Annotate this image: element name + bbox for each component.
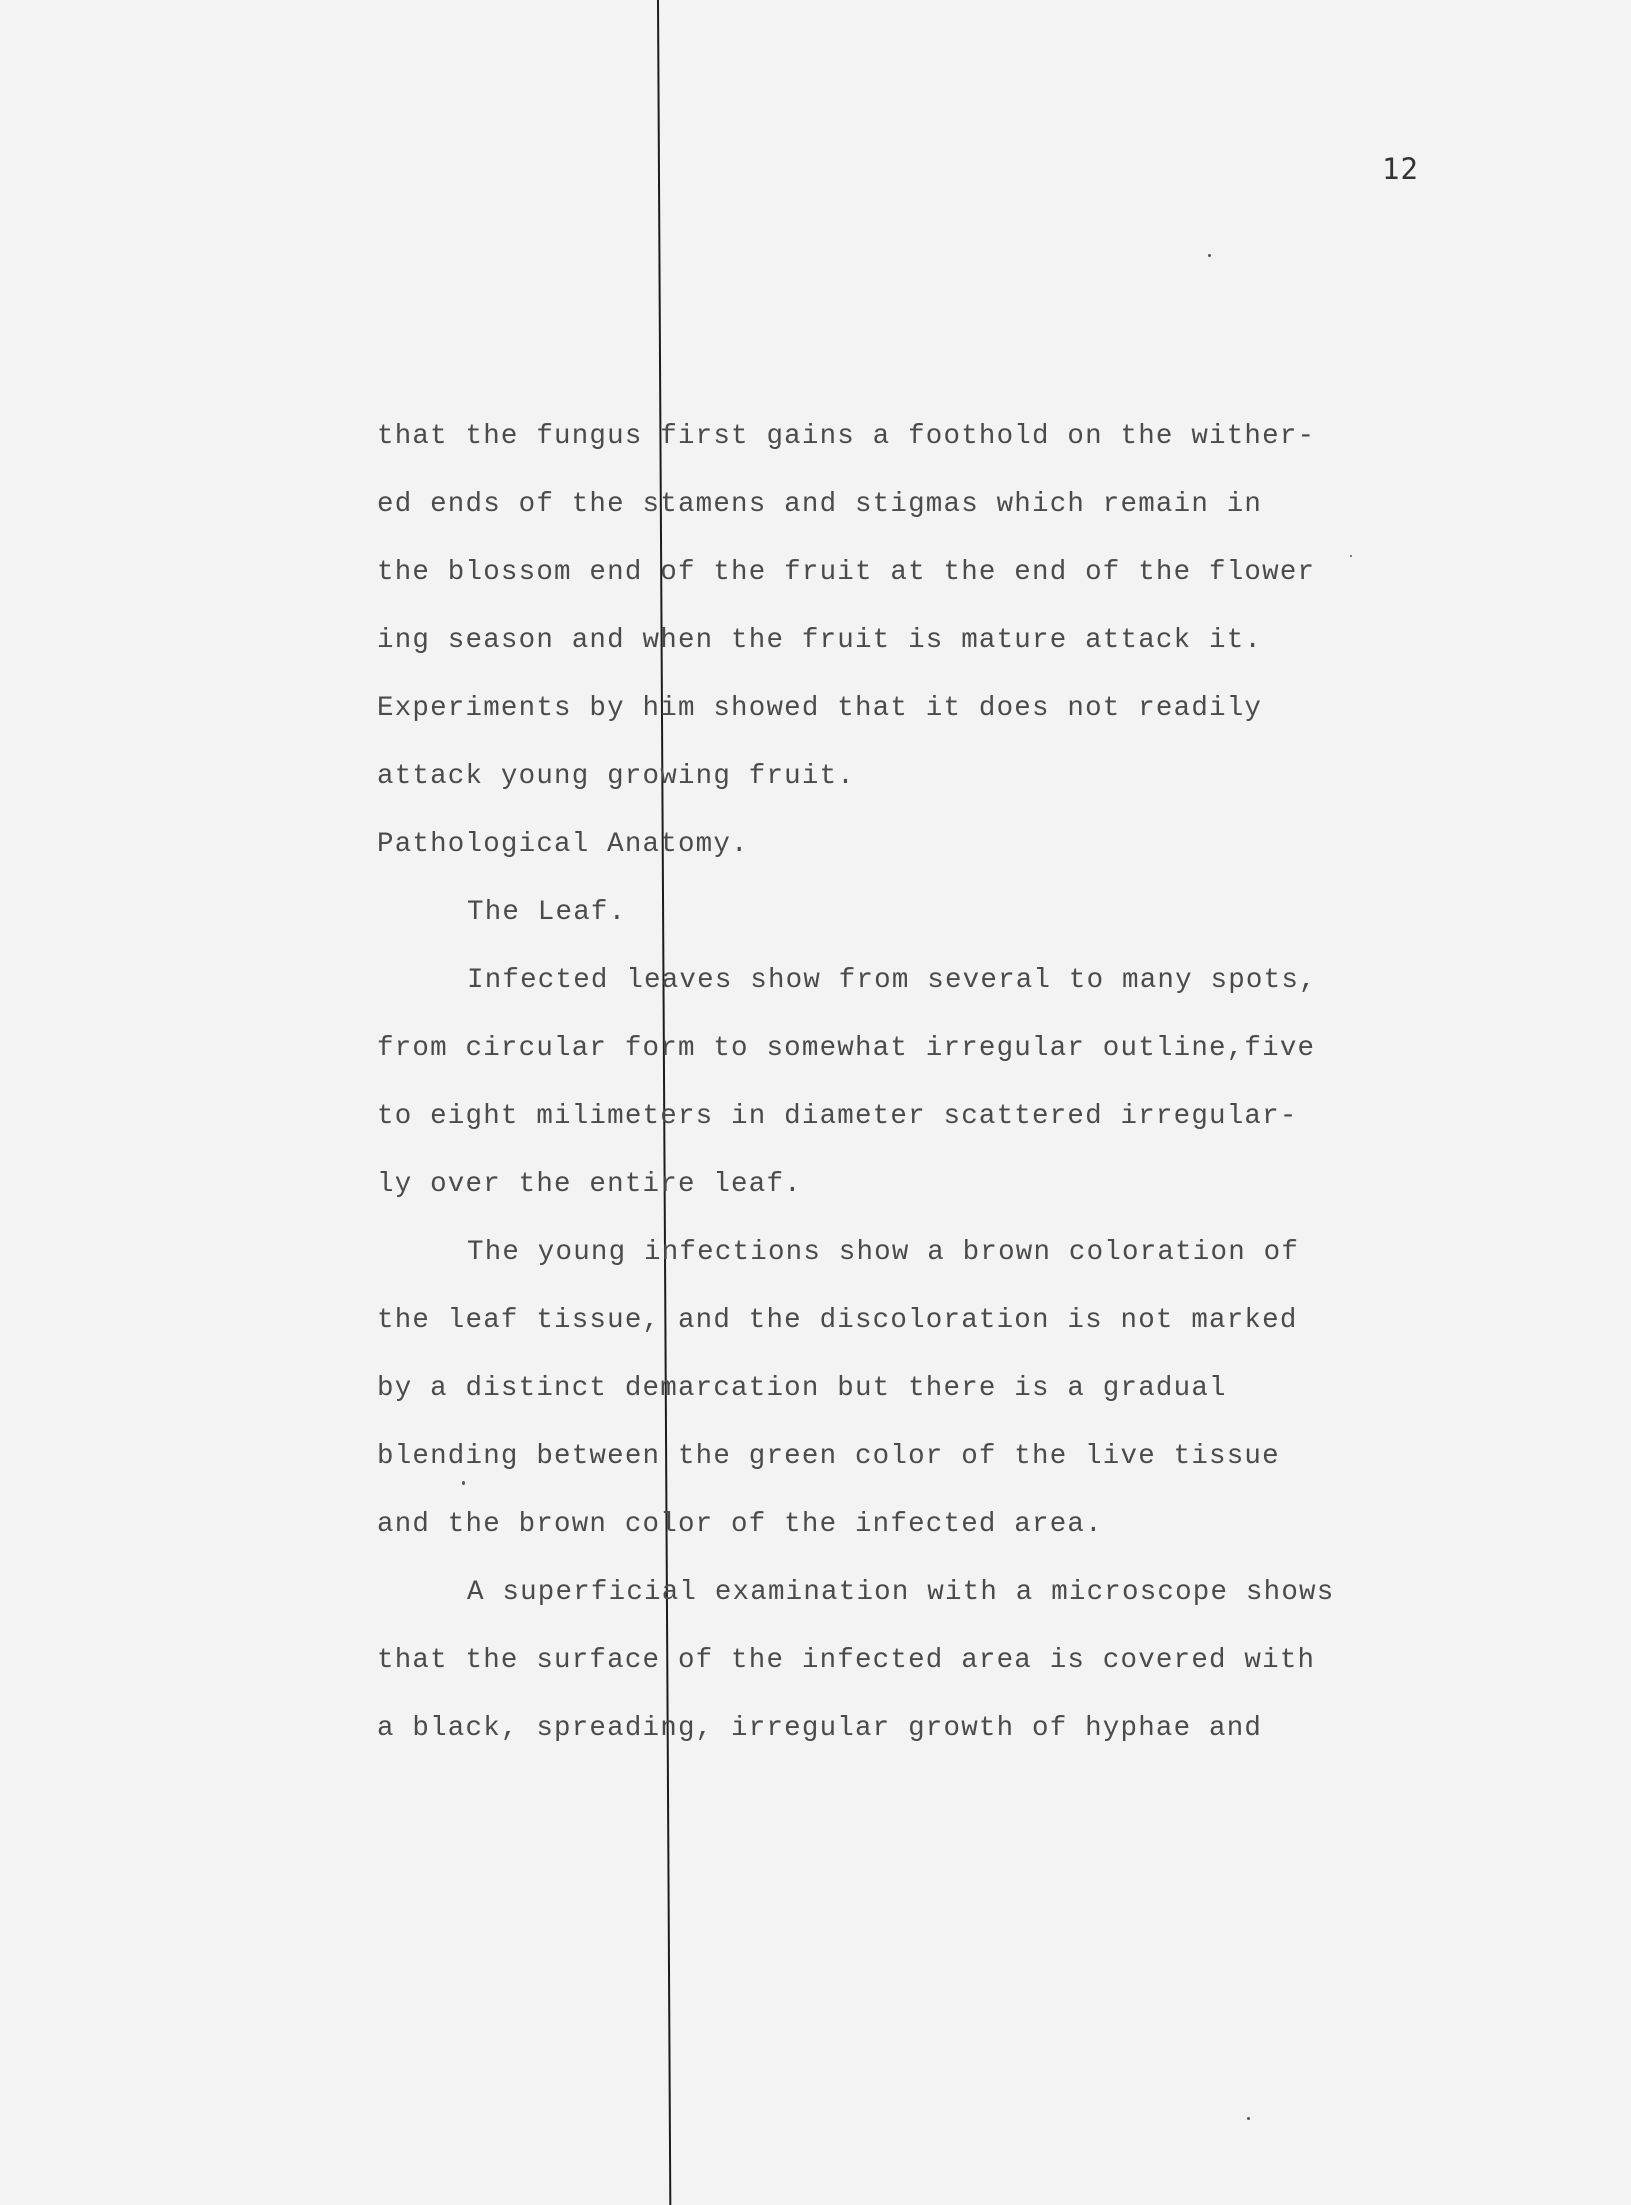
subheading: The Leaf. [467,897,627,928]
text-line: Infected leaves show from several to many spots, [467,965,1317,996]
text-line: from circular form to somewhat irregular outline,five [377,1033,1316,1064]
text-line: Experiments by him showed that it does not readily [377,693,1263,724]
text-line: the blossom end of the fruit at the end of the flower [377,557,1316,588]
text-line: ing season and when the fruit is mature attack it. [377,625,1263,656]
scan-speck [1350,555,1352,557]
text-line: the leaf tissue, and the discoloration is not marked [377,1305,1298,1336]
text-line: blending between the green color of the live tissue [377,1441,1280,1472]
scan-speck [1247,2117,1250,2120]
text-line: that the surface of the infected area is covered with [377,1645,1316,1676]
text-line: to eight milimeters in diameter scattered irregular- [377,1101,1298,1132]
scan-speck [1208,254,1211,257]
scan-speck [462,1481,465,1485]
section-heading: Pathological Anatomy. [377,829,749,860]
text-line: that the fungus first gains a foothold on the wither- [377,421,1316,452]
text-line: attack young growing fruit. [377,761,855,792]
page-number: 12 [1382,152,1419,186]
text-line: ly over the entire leaf. [377,1169,802,1200]
text-line: ed ends of the stamens and stigmas which remain in [377,489,1263,520]
text-line: and the brown color of the infected area. [377,1509,1103,1540]
text-line: A superficial examination with a microscope shows [467,1577,1335,1608]
text-line: by a distinct demarcation but there is a gradual [377,1373,1227,1404]
typed-text-body [377,403,1377,1763]
text-line: The young infections show a brown coloration of [467,1237,1300,1268]
text-line: a black, spreading, irregular growth of hyphae and [377,1713,1263,1744]
